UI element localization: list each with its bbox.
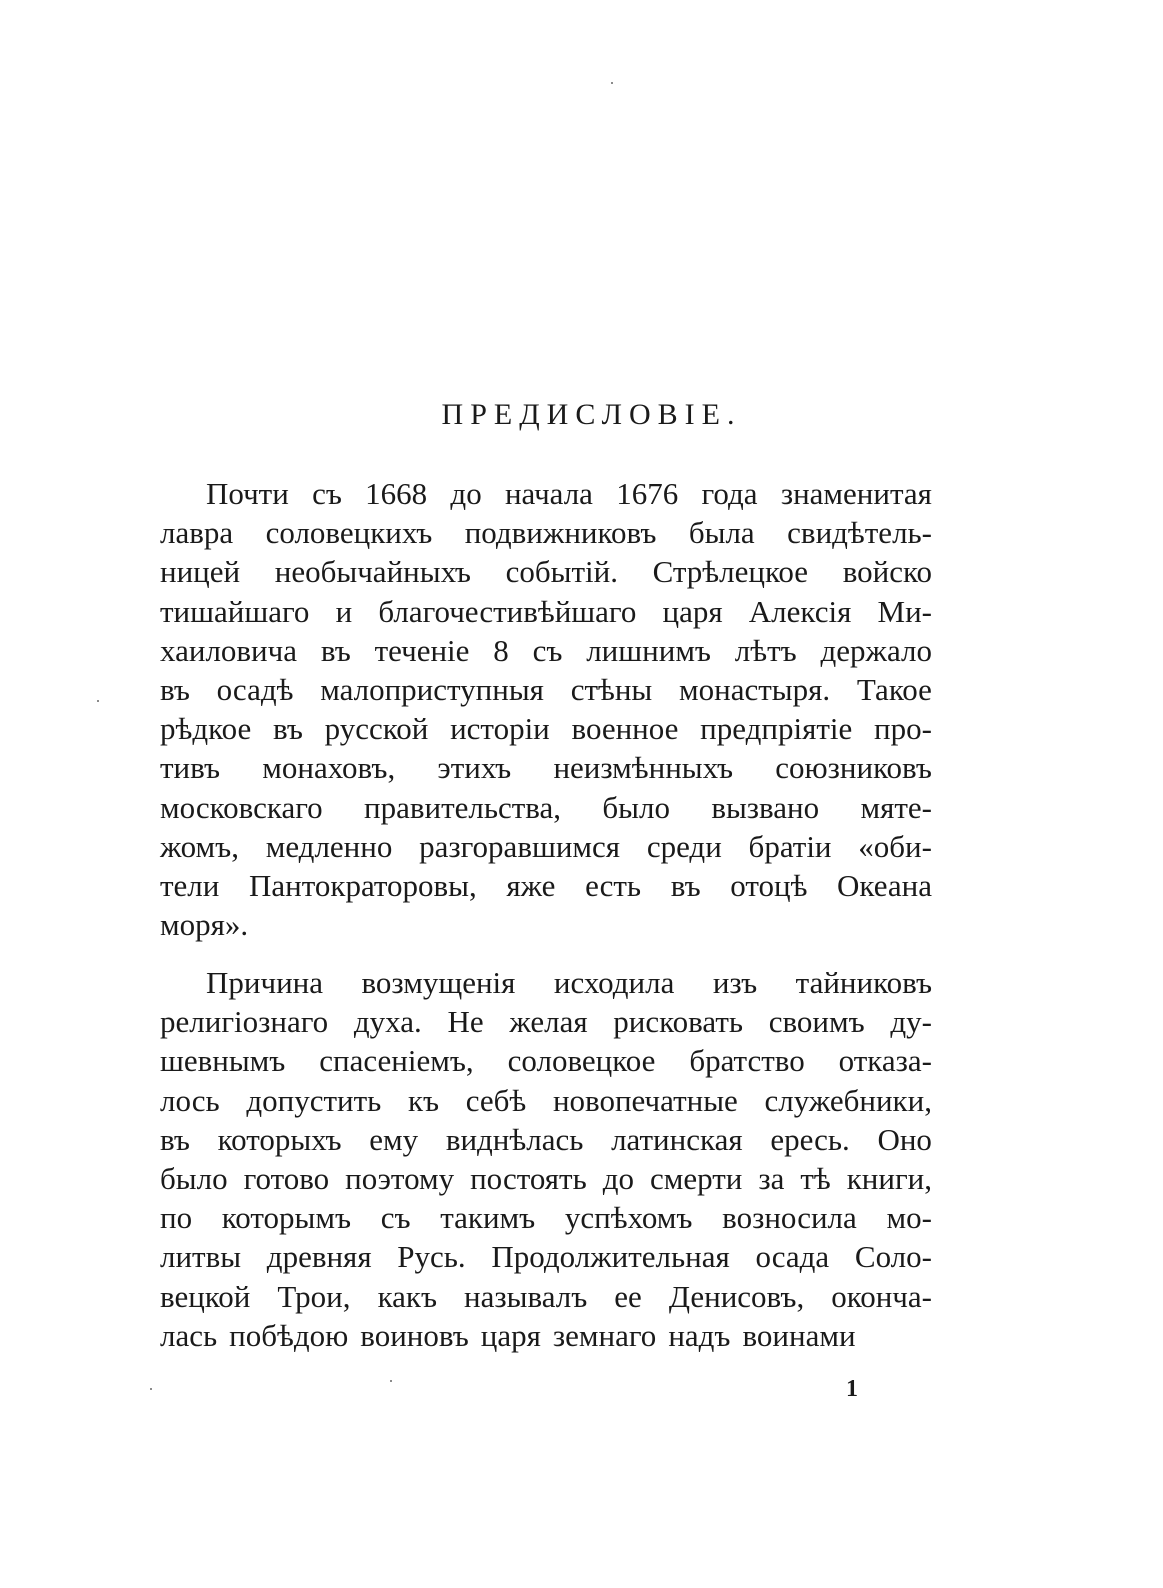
word: военное <box>571 711 679 747</box>
text-line <box>160 748 932 787</box>
text-line <box>160 827 932 866</box>
word: яже <box>506 867 556 903</box>
word: было <box>160 1160 228 1196</box>
word: Стрѣлецкое <box>652 554 809 590</box>
word: поэтому <box>345 1160 455 1196</box>
word: шевнымъ <box>160 1043 286 1079</box>
word: теченіе <box>374 632 470 668</box>
text-line <box>160 1316 932 1355</box>
word: хаиловича <box>160 632 297 668</box>
word: какъ <box>377 1278 438 1314</box>
word: Алексія <box>748 593 852 629</box>
text-line <box>160 788 932 827</box>
word: до <box>602 1160 634 1196</box>
word: царя <box>662 593 723 629</box>
word: осада <box>755 1239 830 1275</box>
word: 1676 <box>616 476 679 511</box>
word: ее <box>614 1278 642 1314</box>
word: въ <box>160 671 190 707</box>
word: 1668 <box>365 476 428 511</box>
word: и <box>335 593 353 629</box>
word: виднѣлась <box>445 1121 584 1157</box>
print-speck <box>390 1380 392 1382</box>
word: мо- <box>886 1200 932 1236</box>
word: Оно <box>877 1121 932 1157</box>
word: которыхъ <box>217 1121 342 1157</box>
word: свидѣтель- <box>787 515 932 551</box>
word: царя <box>480 1317 541 1353</box>
text-line <box>160 1159 932 1198</box>
word: изъ <box>712 965 758 1000</box>
print-speck <box>611 82 613 84</box>
text-line <box>160 963 932 1002</box>
text-line <box>160 631 932 670</box>
word: рѣдкое <box>160 711 252 747</box>
word: лѣтъ <box>734 632 797 668</box>
word: отказа- <box>838 1043 932 1079</box>
word: смерти <box>649 1160 743 1196</box>
text-line <box>160 1277 932 1316</box>
word: есть <box>585 867 642 903</box>
word: ему <box>369 1121 419 1157</box>
word: тивъ <box>160 750 221 786</box>
word: необычайныхъ <box>274 554 471 590</box>
word: древняя <box>266 1239 372 1275</box>
word: побѣдою <box>229 1317 349 1353</box>
word: отоцѣ <box>730 867 808 903</box>
word: монаховъ, <box>262 750 396 786</box>
word: до <box>450 476 482 511</box>
word: неизмѣнныхъ <box>553 750 733 786</box>
word: въ <box>320 632 351 668</box>
print-speck <box>97 700 99 702</box>
word: начала <box>504 476 593 511</box>
word: тѣ <box>800 1160 831 1196</box>
word: лавра <box>160 515 234 551</box>
word: было <box>602 789 670 825</box>
word: такимъ <box>440 1200 536 1236</box>
word: тишайшаго <box>160 593 310 629</box>
word: новопечатные <box>552 1082 738 1118</box>
word: литвы <box>160 1239 242 1275</box>
word: держало <box>820 632 932 668</box>
word: воинами <box>742 1317 856 1353</box>
word: предпріятіе <box>700 711 853 747</box>
word: съ <box>380 1200 411 1236</box>
word: среди <box>646 828 722 864</box>
word: исторіи <box>450 711 550 747</box>
text-line <box>160 1081 932 1120</box>
text-line <box>160 670 932 709</box>
word: союзниковъ <box>775 750 932 786</box>
word: надъ <box>668 1317 731 1353</box>
text-line <box>160 1002 932 1041</box>
word: къ <box>407 1082 440 1118</box>
word: мяте- <box>860 789 932 825</box>
word: разгоравшимся <box>419 828 621 864</box>
print-speck <box>150 1388 152 1390</box>
word: была <box>688 515 755 551</box>
word: Пантократоровы, <box>249 867 477 903</box>
text-line <box>160 905 932 944</box>
word: Трои, <box>277 1278 351 1314</box>
word: событій. <box>505 554 618 590</box>
word: желая <box>509 1004 588 1040</box>
text-line <box>160 1041 932 1080</box>
word: правительства, <box>364 789 562 825</box>
word: возмущенія <box>361 965 516 1000</box>
word: вецкой <box>160 1278 251 1314</box>
word: въ <box>160 1121 190 1157</box>
word: Русь. <box>397 1239 466 1275</box>
word: книги, <box>846 1160 932 1196</box>
text-line <box>160 474 932 513</box>
word: осадѣ <box>216 671 294 707</box>
word: рисковать <box>613 1004 744 1040</box>
word: соловецкое <box>507 1043 656 1079</box>
word: религіознаго <box>160 1004 329 1040</box>
word: Продолжительная <box>491 1239 730 1275</box>
word: готово <box>243 1160 330 1196</box>
word: воиновъ <box>360 1317 469 1353</box>
word: земнаго <box>552 1317 657 1353</box>
word: «оби- <box>858 828 932 864</box>
word: Не <box>447 1004 484 1040</box>
word: моря». <box>160 907 249 943</box>
word: лось <box>160 1082 220 1118</box>
word: благочестивѣйшаго <box>378 593 637 629</box>
text-line <box>160 592 932 631</box>
word: исходила <box>553 965 675 1000</box>
word: стѣны <box>570 671 653 707</box>
word: войско <box>842 554 932 590</box>
text-line <box>160 552 932 591</box>
word: московскаго <box>160 789 323 825</box>
text-line <box>160 1237 932 1276</box>
word: медленно <box>265 828 393 864</box>
word: съ <box>532 632 563 668</box>
word: въ <box>670 867 701 903</box>
word: Причина <box>206 965 324 1000</box>
word: лась <box>160 1317 218 1353</box>
word: года <box>701 476 758 511</box>
text-line <box>160 866 932 905</box>
word: братіи <box>748 828 832 864</box>
word: вызвано <box>711 789 820 825</box>
chapter-title: ПРЕДИСЛОВІЕ. <box>441 398 742 431</box>
word: по <box>160 1200 193 1236</box>
word: малоприступныя <box>320 671 544 707</box>
word: этихъ <box>437 750 512 786</box>
word: знаменитая <box>780 476 932 511</box>
paragraph-1 <box>160 474 932 944</box>
word: допустить <box>246 1082 382 1118</box>
text-line <box>160 709 932 748</box>
word: называлъ <box>464 1278 588 1314</box>
word: про- <box>874 711 932 747</box>
word: себѣ <box>465 1082 527 1118</box>
word: Почти <box>206 476 289 511</box>
word: въ <box>272 711 303 747</box>
word: монастыря. <box>679 671 831 707</box>
word: 8 <box>493 632 509 668</box>
word: тайниковъ <box>795 965 932 1000</box>
word: лишнимъ <box>586 632 711 668</box>
word: успѣхомъ <box>564 1200 693 1236</box>
word: Океана <box>837 867 932 903</box>
word: латинская <box>611 1121 743 1157</box>
text-line <box>160 1120 932 1159</box>
word: возносила <box>722 1200 857 1236</box>
word: спасеніемъ, <box>319 1043 474 1079</box>
word: братство <box>689 1043 805 1079</box>
text-line <box>160 513 932 552</box>
word: служебники, <box>764 1082 932 1118</box>
word: русской <box>324 711 429 747</box>
word: Соло- <box>854 1239 932 1275</box>
word: съ <box>312 476 342 511</box>
word: ницей <box>160 554 241 590</box>
text-line <box>160 1198 932 1237</box>
word: подвижниковъ <box>464 515 657 551</box>
word: оконча- <box>831 1278 932 1314</box>
word: духа. <box>353 1004 422 1040</box>
paragraph-2 <box>160 963 932 1355</box>
word: Такое <box>856 671 932 707</box>
word: своимъ <box>768 1004 865 1040</box>
word: Ми- <box>877 593 932 629</box>
word: соловецкихъ <box>265 515 433 551</box>
word: жомъ, <box>160 828 239 864</box>
word: ду- <box>890 1004 932 1040</box>
page-number: 1 <box>846 1376 858 1402</box>
word: ересь. <box>770 1121 850 1157</box>
word: за <box>758 1160 785 1196</box>
word: которымъ <box>221 1200 351 1236</box>
word: Денисовъ, <box>668 1278 805 1314</box>
word: постоять <box>470 1160 587 1196</box>
word: тели <box>160 867 220 903</box>
